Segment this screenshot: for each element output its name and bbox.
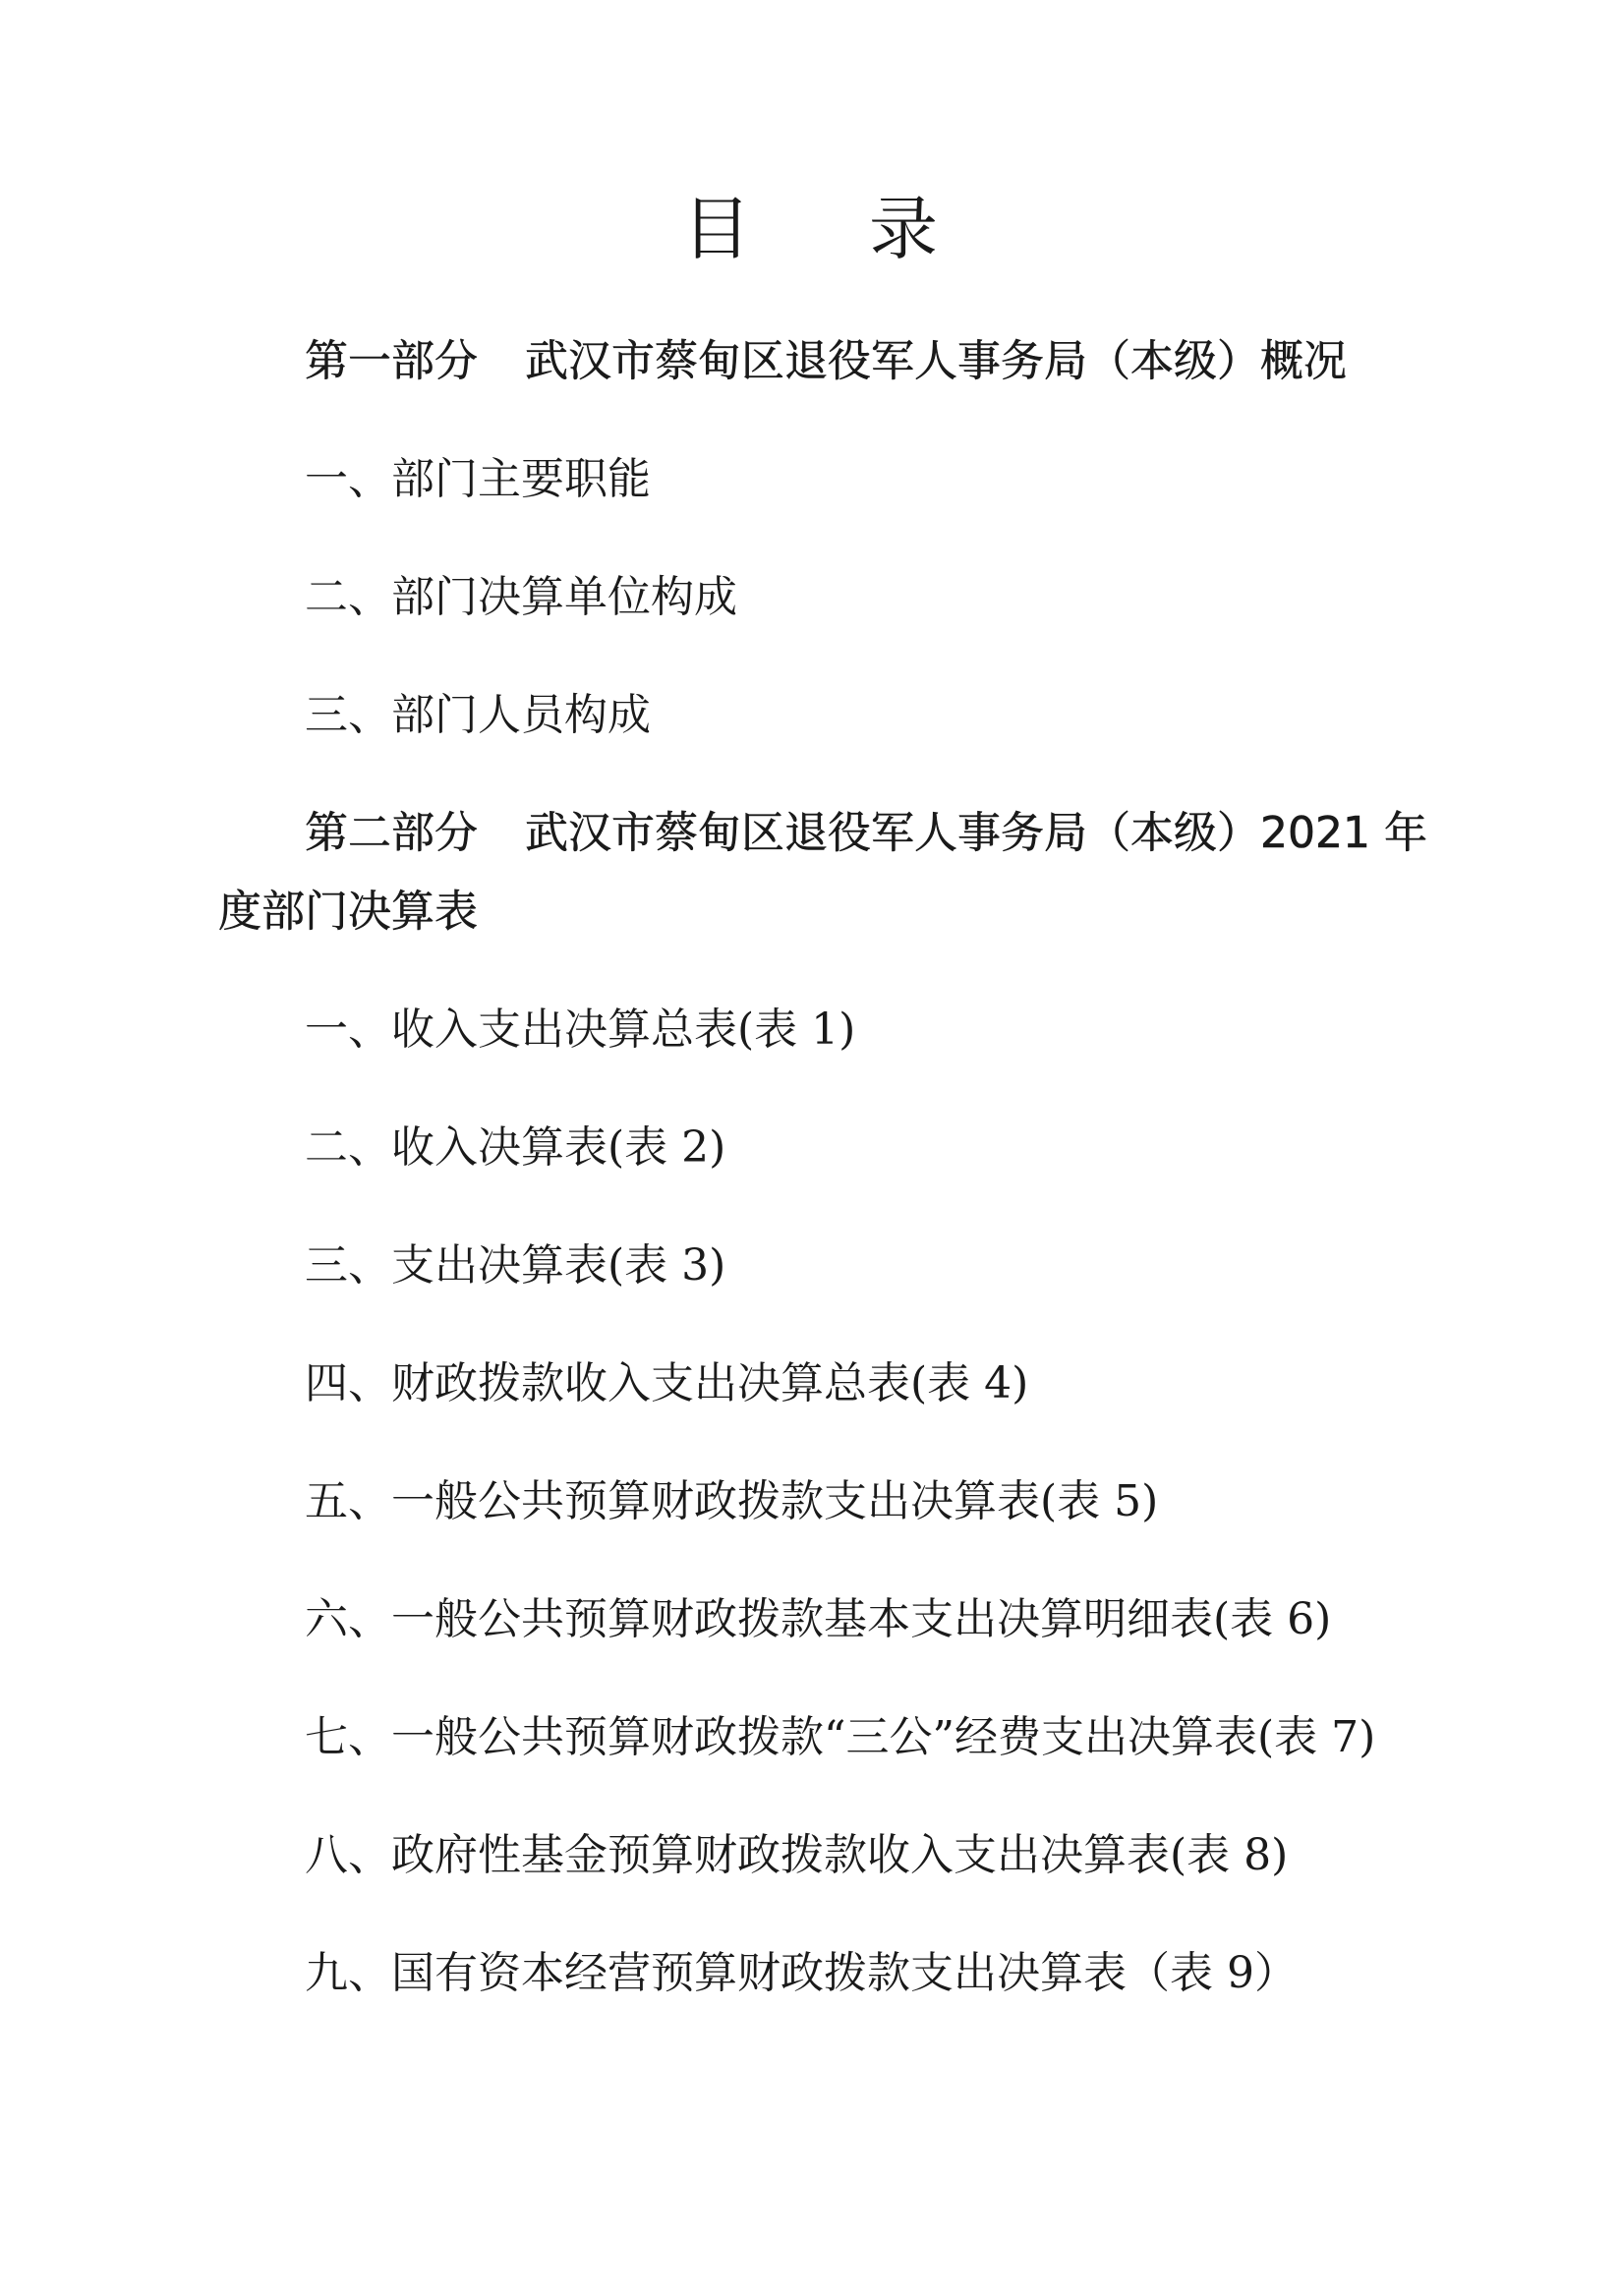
- page-title: 目录: [682, 189, 1056, 269]
- part2-item-3: 三、支出决算表(表 3): [305, 1240, 726, 1291]
- part2-label: 第二部分: [305, 808, 478, 858]
- part1-heading: [305, 332, 1347, 391]
- part2-item-9: 九、国有资本经营预算财政拨款支出决算表（表 9）: [305, 1948, 1298, 1998]
- part1-item-2: 二、部门决算单位构成: [305, 572, 737, 622]
- part2-item-4: 四、财政拨款收入支出决算总表(表 4): [305, 1358, 1029, 1408]
- part2-item-5: 五、一般公共预算财政拨款支出决算表(表 5): [305, 1476, 1159, 1526]
- part2-item-1: 一、收入支出决算总表(表 1): [305, 1004, 856, 1055]
- part2-item-6: 六、一般公共预算财政拨款基本支出决算明细表(表 6): [305, 1594, 1332, 1644]
- part2-item-7: 七、一般公共预算财政拨款“三公”经费支出决算表(表 7): [305, 1712, 1376, 1762]
- part1-label: 第一部分: [305, 336, 478, 386]
- part1-item-3: 三、部门人员构成: [305, 690, 651, 740]
- part2-heading-line1: [305, 804, 1427, 863]
- part2-item-2: 二、收入决算表(表 2): [305, 1122, 726, 1173]
- part2-item-8: 八、政府性基金预算财政拨款收入支出决算表(表 8): [305, 1830, 1289, 1880]
- part2-title-line2: 度部门决算表: [218, 887, 478, 937]
- part2-title-line1: 武汉市蔡甸区退役军人事务局（本级）2021 年: [525, 808, 1427, 858]
- part1-title: 武汉市蔡甸区退役军人事务局（本级）概况: [525, 336, 1347, 386]
- part1-item-1: 一、部门主要职能: [305, 454, 651, 504]
